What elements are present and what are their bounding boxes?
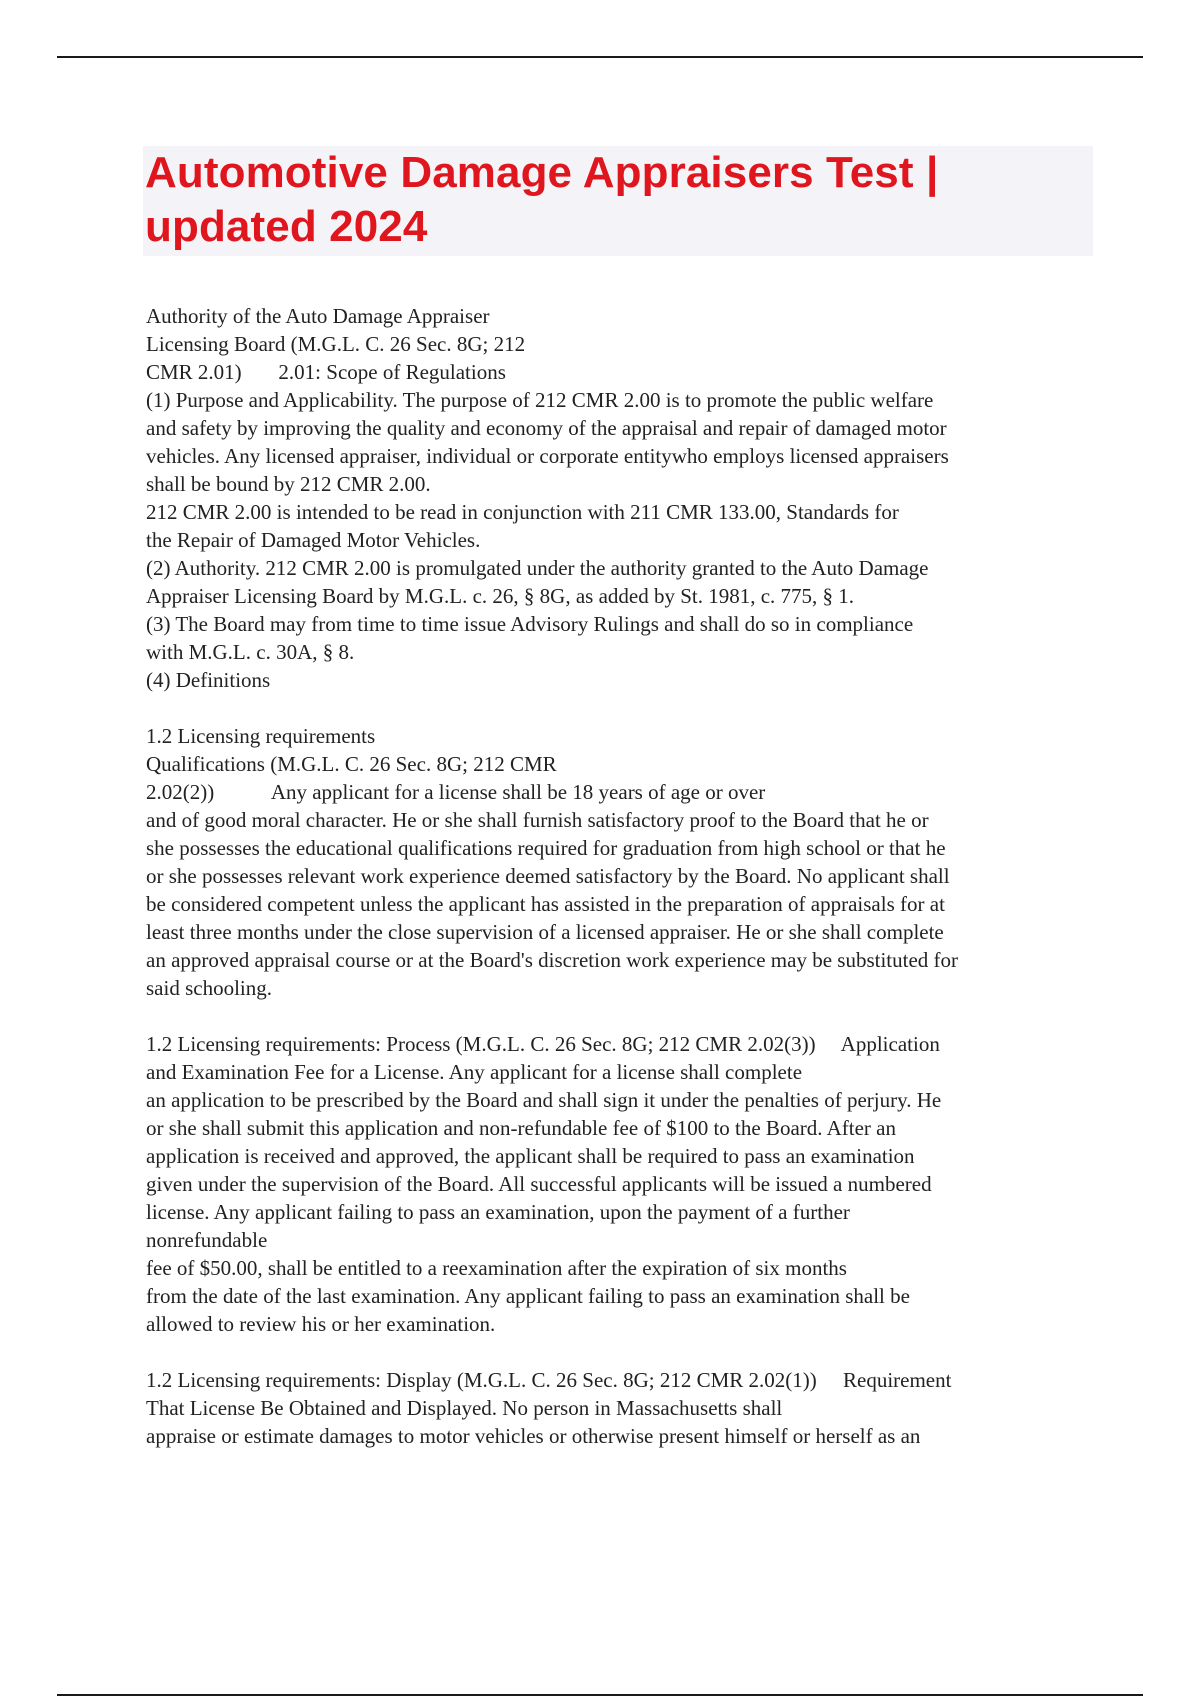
text-line: 2.02(2)) Any applicant for a license shall be 18 years of age or over — [146, 780, 766, 804]
text-line: 1.2 Licensing requirements: Process (M.G.L. C. 26 Sec. 8G; 212 CMR 2.02(3)) Application — [146, 1032, 940, 1056]
text-line: license. Any applicant failing to pass an examination, upon the payment of a further — [146, 1200, 850, 1224]
text-line: least three months under the close supervision of a licensed appraiser. He or she shall complete — [146, 920, 944, 944]
title-line: updated 2024 — [145, 202, 428, 251]
section-gap — [146, 694, 1106, 722]
text-line: Qualifications (M.G.L. C. 26 Sec. 8G; 212 CMR — [146, 752, 557, 776]
text-line: Licensing Board (M.G.L. C. 26 Sec. 8G; 212 — [146, 332, 526, 356]
text-line: and Examination Fee for a License. Any applicant for a license shall complete — [146, 1060, 803, 1084]
section-gap — [146, 1338, 1106, 1366]
text-line: the Repair of Damaged Motor Vehicles. — [146, 528, 481, 552]
text-line: (4) Definitions — [146, 668, 271, 692]
text-line: said schooling. — [146, 976, 272, 1000]
text-line: Appraiser Licensing Board by M.G.L. c. 26, § 8G, as added by St. 1981, c. 775, § 1. — [146, 584, 855, 608]
text-line: given under the supervision of the Board. All successful applicants will be issued a numbered — [146, 1172, 932, 1196]
text-line: shall be bound by 212 CMR 2.00. — [146, 472, 431, 496]
text-line: CMR 2.01) 2.01: Scope of Regulations — [146, 360, 506, 384]
text-line: nonrefundable — [146, 1228, 268, 1252]
text-line: 1.2 Licensing requirements — [146, 724, 376, 748]
text-line: an approved appraisal course or at the Board's discretion work experience may be substituted for — [146, 948, 959, 972]
section-gap — [146, 1002, 1106, 1030]
text-line: and safety by improving the quality and economy of the appraisal and repair of damaged motor — [146, 416, 947, 440]
text-line: Authority of the Auto Damage Appraiser — [146, 304, 490, 328]
text-line: application is received and approved, the applicant shall be required to pass an examination — [146, 1144, 915, 1168]
section-paragraph — [146, 722, 1106, 1002]
text-line: and of good moral character. He or she shall furnish satisfactory proof to the Board that he or — [146, 808, 929, 832]
text-line: appraise or estimate damages to motor vehicles or otherwise present himself or herself as an — [146, 1424, 921, 1448]
text-line: 212 CMR 2.00 is intended to be read in conjunction with 211 CMR 133.00, Standards for — [146, 500, 899, 524]
section-paragraph — [146, 1030, 1106, 1338]
text-line: (2) Authority. 212 CMR 2.00 is promulgated under the authority granted to the Auto Damage — [146, 556, 929, 580]
text-line: That License Be Obtained and Displayed. No person in Massachusetts shall — [146, 1396, 783, 1420]
title-banner — [143, 146, 1093, 256]
top-divider — [57, 56, 1143, 58]
text-line: or she shall submit this application and non-refundable fee of $100 to the Board. After an — [146, 1116, 896, 1140]
text-line: fee of $50.00, shall be entitled to a reexamination after the expiration of six months — [146, 1256, 847, 1280]
document-title — [143, 146, 1093, 254]
text-line: 1.2 Licensing requirements: Display (M.G.L. C. 26 Sec. 8G; 212 CMR 2.02(1)) Requirement — [146, 1368, 952, 1392]
text-line: allowed to review his or her examination. — [146, 1312, 496, 1336]
section-paragraph — [146, 1366, 1106, 1450]
text-line: from the date of the last examination. Any applicant failing to pass an examination shall be — [146, 1284, 910, 1308]
text-line: an application to be prescribed by the Board and shall sign it under the penalties of perjury. He — [146, 1088, 942, 1112]
text-line: vehicles. Any licensed appraiser, individual or corporate entitywho employs licensed appraisers — [146, 444, 949, 468]
text-line: she possesses the educational qualifications required for graduation from high school or that he — [146, 836, 946, 860]
text-line: with M.G.L. c. 30A, § 8. — [146, 640, 355, 664]
title-line: Automotive Damage Appraisers Test | — [145, 148, 939, 197]
section-paragraph — [146, 302, 1106, 694]
bottom-divider — [57, 1694, 1143, 1696]
text-line: (3) The Board may from time to time issue Advisory Rulings and shall do so in compliance — [146, 612, 914, 636]
text-line: or she possesses relevant work experience deemed satisfactory by the Board. No applicant shall — [146, 864, 950, 888]
document-body — [146, 302, 1106, 1450]
text-line: be considered competent unless the applicant has assisted in the preparation of appraisals for at — [146, 892, 945, 916]
text-line: (1) Purpose and Applicability. The purpose of 212 CMR 2.00 is to promote the public welfare — [146, 388, 934, 412]
